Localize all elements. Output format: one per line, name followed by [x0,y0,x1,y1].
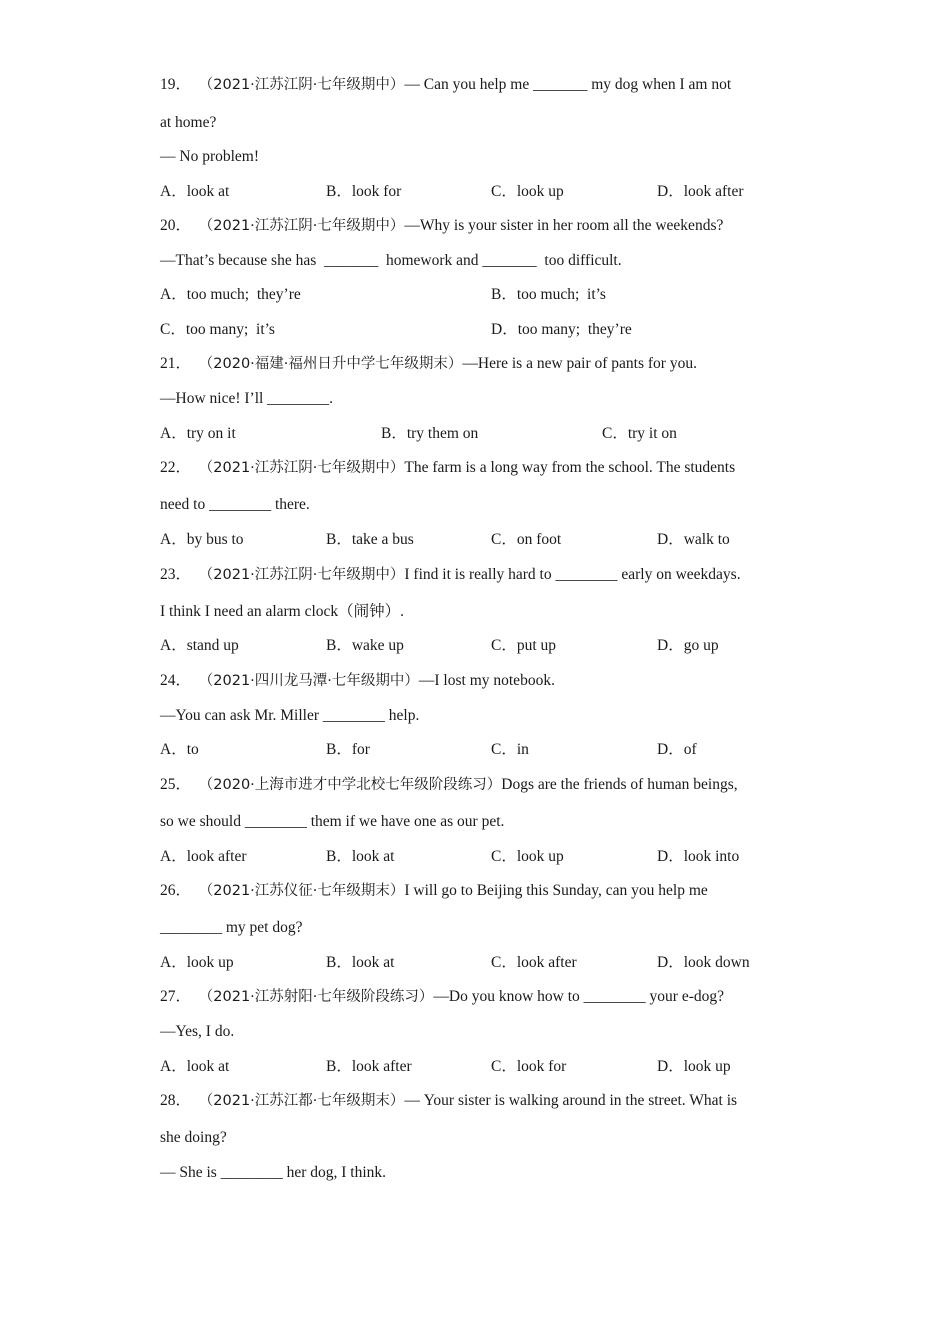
question-20-line: —That’s because she has _______ homework and _______ too difficult. [160,252,622,269]
question-26-option-b: B．look at [326,954,395,971]
question-28-line: she doing? [160,1129,227,1146]
question-24-line: —You can ask Mr. Miller ________ help. [160,707,420,724]
question-24-option-d: D．of [657,741,697,758]
question-22-option-a: A．by bus to [160,531,244,548]
question-26-line: ________ my pet dog? [160,919,303,936]
question-25-header: 25． （2020·上海市进才中学北校七年级阶段练习）Dogs are the friends of human beings, [160,776,738,793]
question-26-option-a: A．look up [160,954,234,971]
question-19-line: — No problem! [160,148,260,165]
question-21-header: 21． （2020·福建·福州日升中学七年级期末）—Here is a new pair of pants for you. [160,355,697,372]
question-source: （2021·江苏仪征·七年级期末） [198,883,405,899]
question-23-header: 23． （2021·江苏江阴·七年级期中）I find it is really hard to ________ early on weekdays. [160,566,741,583]
question-19-option-a: A．look at [160,183,230,200]
question-22-option-c: C．on foot [491,531,562,548]
question-26-option-d: D．look down [657,954,750,971]
question-23-line: I think I need an alarm clock（闹钟）. [160,603,405,620]
question-21-line: —How nice! I’ll ________. [160,390,334,407]
question-22-option-b: B．take a bus [326,531,414,548]
question-22-option-d: D．walk to [657,531,730,548]
question-source: （2020·上海市进才中学北校七年级阶段练习） [198,777,502,793]
question-source: （2021·江苏江阴·七年级期中） [198,218,405,234]
question-20-option-a: A．too much; they’re [160,286,301,303]
question-22-line: need to ________ there. [160,496,310,513]
question-25-line: so we should ________ them if we have one as our pet. [160,813,505,830]
question-source: （2021·江苏江阴·七年级期中） [198,567,405,583]
question-20-option-b: B．too much; it’s [491,286,606,303]
question-21-option-a: A．try on it [160,425,236,442]
question-25-option-b: B．look at [326,848,395,865]
question-27-option-d: D．look up [657,1058,731,1075]
question-21-option-c: C．try it on [602,425,677,442]
question-source: （2021·江苏射阳·七年级阶段练习） [198,989,434,1005]
question-20-header: 20． （2021·江苏江阴·七年级期中）—Why is your sister in her room all the weekends? [160,217,724,234]
question-27-option-b: B．look after [326,1058,412,1075]
question-24-option-c: C．in [491,741,529,758]
question-24-option-b: B．for [326,741,370,758]
question-27-header: 27． （2021·江苏射阳·七年级阶段练习）—Do you know how to ________ your e-dog? [160,988,724,1005]
question-source: （2021·江苏江阴·七年级期中） [198,460,405,476]
question-source: （2021·江苏江阴·七年级期中） [198,77,405,93]
question-source: （2021·江苏江都·七年级期末） [198,1093,405,1109]
question-24-option-a: A．to [160,741,199,758]
question-23-option-b: B．wake up [326,637,404,654]
question-19-line: at home? [160,114,217,131]
question-19-option-b: B．look for [326,183,402,200]
question-20-option-c: C．too many; it’s [160,321,275,338]
question-26-option-c: C．look after [491,954,577,971]
question-19-header: 19． （2021·江苏江阴·七年级期中）— Can you help me _______ my dog when I am not [160,76,732,93]
question-21-option-b: B．try them on [381,425,479,442]
question-27-line: —Yes, I do. [160,1023,235,1040]
question-27-option-c: C．look for [491,1058,567,1075]
question-source: （2021·四川龙马潭·七年级期中） [198,673,419,689]
question-25-option-d: D．look into [657,848,740,865]
question-20-option-d: D．too many; they’re [491,321,632,338]
question-25-option-c: C．look up [491,848,564,865]
question-23-option-a: A．stand up [160,637,239,654]
question-source: （2020·福建·福州日升中学七年级期末） [198,356,463,372]
question-28-header: 28． （2021·江苏江都·七年级期末）— Your sister is walking around in the street. What is [160,1092,738,1109]
question-26-header: 26． （2021·江苏仪征·七年级期末）I will go to Beijing this Sunday, can you help me [160,882,708,899]
question-23-option-c: C．put up [491,637,557,654]
question-22-header: 22． （2021·江苏江阴·七年级期中）The farm is a long way from the school. The students [160,459,736,476]
question-25-option-a: A．look after [160,848,247,865]
question-23-option-d: D．go up [657,637,719,654]
question-24-header: 24． （2021·四川龙马潭·七年级期中）—I lost my notebook. [160,672,555,689]
question-19-option-c: C．look up [491,183,564,200]
question-27-option-a: A．look at [160,1058,230,1075]
question-19-option-d: D．look after [657,183,744,200]
question-28-line: — She is ________ her dog, I think. [160,1164,387,1181]
